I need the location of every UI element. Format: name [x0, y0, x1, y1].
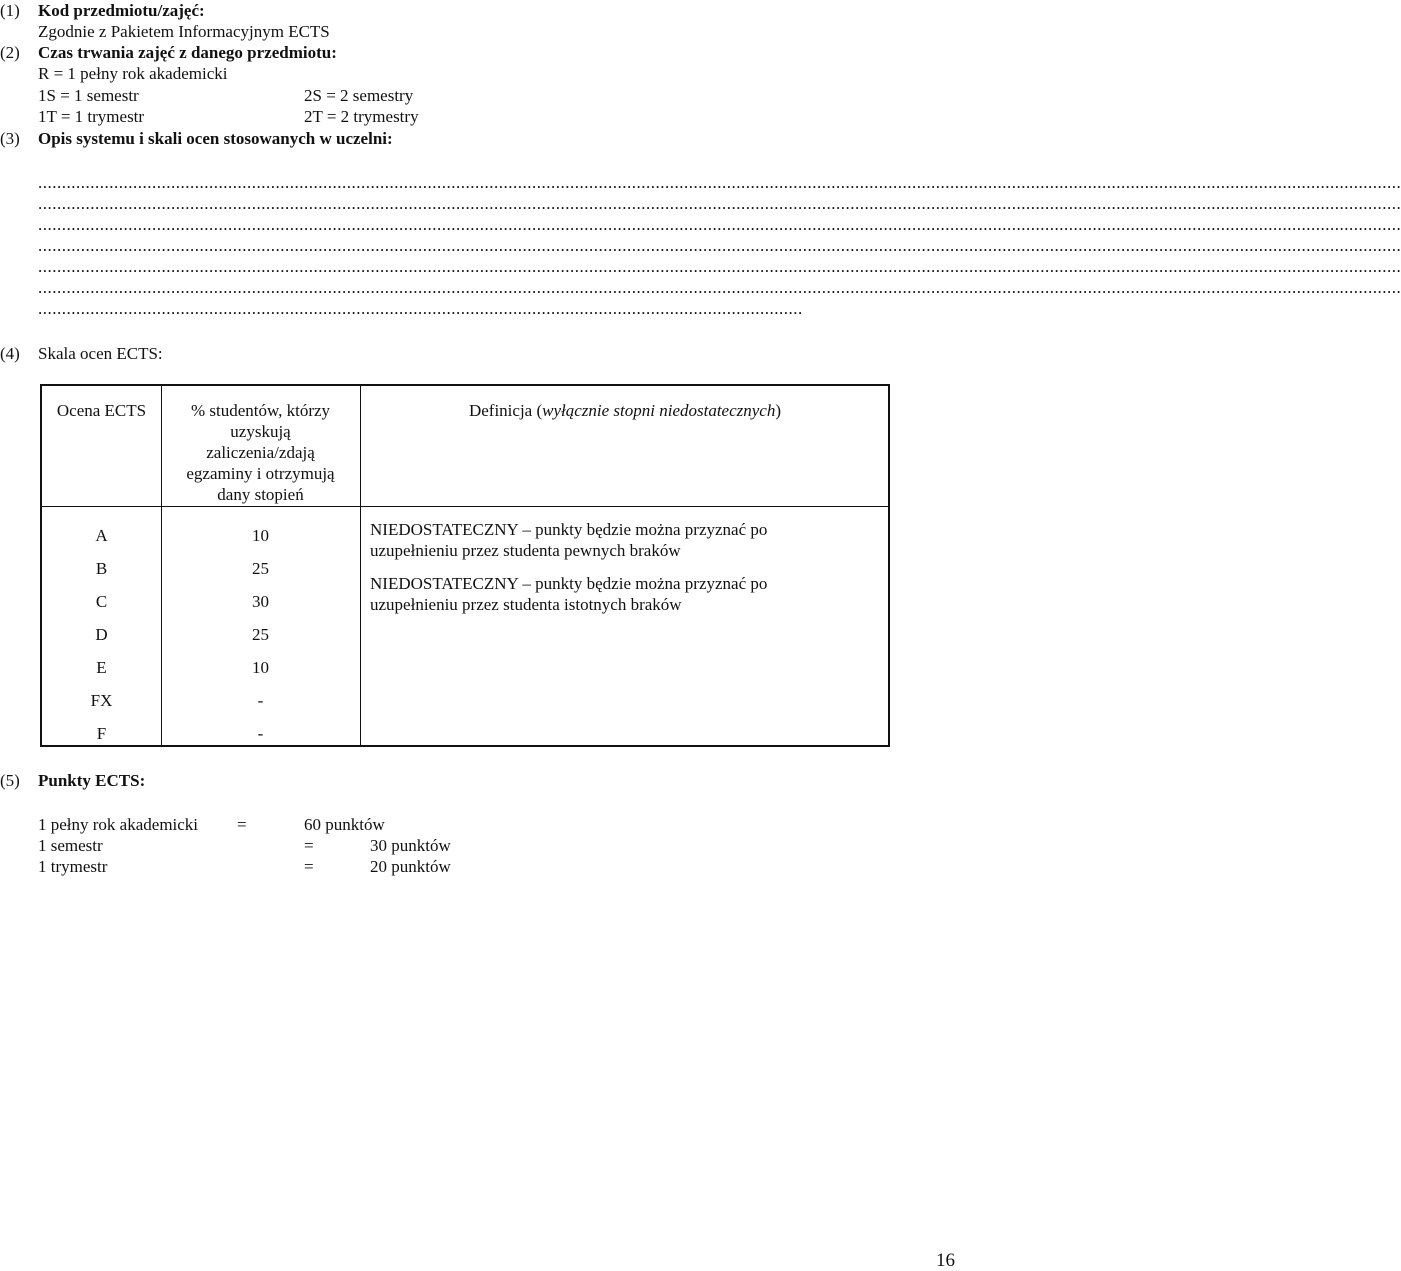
points-equals: = [304, 857, 314, 876]
grade-cell: D [95, 625, 108, 644]
section-1-title: Kod przedmiotu/zajęć: [38, 1, 205, 20]
section-4-number: (4) [0, 344, 20, 363]
points-value-semester: 30 punktów [370, 836, 451, 855]
dotted-line: ............................................................................................................................................................................................................................................................................................... [38, 236, 1401, 255]
points-value-trimester: 20 punktów [370, 857, 451, 876]
points-label-semester: 1 semestr [38, 836, 103, 855]
duration-1-semester: 1S = 1 semestr [38, 86, 139, 105]
section-5-title: Punkty ECTS: [38, 771, 146, 790]
dotted-line: ............................................................................................................................................................................................................................................................................................... [38, 215, 1401, 234]
section-2-title: Czas trwania zajęć z danego przedmiotu: [38, 43, 337, 62]
header-percent [161, 400, 360, 505]
points-equals: = [304, 836, 314, 855]
points-label-trimester: 1 trymestr [38, 857, 108, 876]
duration-full-year: R = 1 pełny rok akademicki [38, 64, 228, 83]
points-label-year: 1 pełny rok akademicki [38, 815, 199, 834]
page-number: 16 [936, 1250, 955, 1271]
definition-f-line: uzupełnieniu przez studenta istotnych braków [370, 595, 682, 614]
column-divider [360, 386, 361, 745]
percent-cell: 25 [252, 559, 269, 578]
percent-cell: - [257, 691, 264, 710]
grade-cell: A [95, 526, 108, 545]
header-definition [360, 400, 890, 421]
duration-2-trimesters: 2T = 2 trymestry [304, 107, 419, 126]
duration-2-semesters: 2S = 2 semestry [304, 86, 414, 105]
dotted-line: ............................................................................................................................................................................................................................................................................................... [38, 278, 1401, 297]
percent-cell: 10 [252, 526, 269, 545]
definition-fx-line: uzupełnieniu przez studenta pewnych braków [370, 541, 681, 560]
section-1-text: Zgodnie z Pakietem Informacyjnym ECTS [38, 22, 330, 41]
grade-cell: E [96, 658, 107, 677]
percent-cell: - [257, 724, 264, 743]
grade-cell: F [96, 724, 107, 743]
header-divider [42, 506, 888, 507]
header-percent-line: zaliczenia/zdają [206, 443, 315, 462]
definition-f [370, 573, 767, 615]
percent-cell: 10 [252, 658, 269, 677]
points-value-year: 60 punktów [304, 815, 385, 834]
dotted-line: ............................................................................................................................................................................................................................................................................................... [38, 173, 1401, 192]
grade-column [42, 519, 161, 750]
dotted-line: ............................................................................................................................................................................................................................................................................................... [38, 257, 1401, 276]
grade-cell: B [95, 559, 108, 578]
grade-cell: C [95, 592, 108, 611]
header-percent-line: egzaminy i otrzymują [186, 464, 335, 483]
section-1-number: (1) [0, 1, 20, 20]
definition-fx-line: NIEDOSTATECZNY – punkty będzie można przyznać po [370, 520, 768, 539]
header-definition-plain: Definicja ( [468, 401, 543, 420]
dotted-line-short: ................................................................................................................................................................. [38, 299, 803, 318]
percent-cell: 25 [252, 625, 269, 644]
section-4-title: Skala ocen ECTS: [38, 344, 163, 363]
ects-grade-table [40, 384, 890, 747]
header-definition-italic: wyłącznie stopni niedostatecznych [542, 401, 776, 420]
percent-cell: 30 [252, 592, 269, 611]
percent-column [161, 519, 360, 750]
points-equals: = [237, 815, 247, 834]
header-grade: Ocena ECTS [56, 401, 147, 420]
header-definition-close: ) [775, 401, 782, 420]
section-3-title: Opis systemu i skali ocen stosowanych w uczelni: [38, 129, 393, 148]
definition-f-line: NIEDOSTATECZNY – punkty będzie można przyznać po [370, 574, 768, 593]
header-percent-line: dany stopień [217, 485, 304, 504]
section-5-number: (5) [0, 771, 20, 790]
definition-fx [370, 519, 767, 561]
dotted-line: ............................................................................................................................................................................................................................................................................................... [38, 194, 1401, 213]
header-percent-line: uzyskują [230, 422, 291, 441]
header-percent-line: % studentów, którzy [190, 401, 331, 420]
grade-cell: FX [90, 691, 113, 710]
section-2-number: (2) [0, 43, 20, 62]
duration-1-trimester: 1T = 1 trymestr [38, 107, 145, 126]
section-3-number: (3) [0, 129, 20, 148]
